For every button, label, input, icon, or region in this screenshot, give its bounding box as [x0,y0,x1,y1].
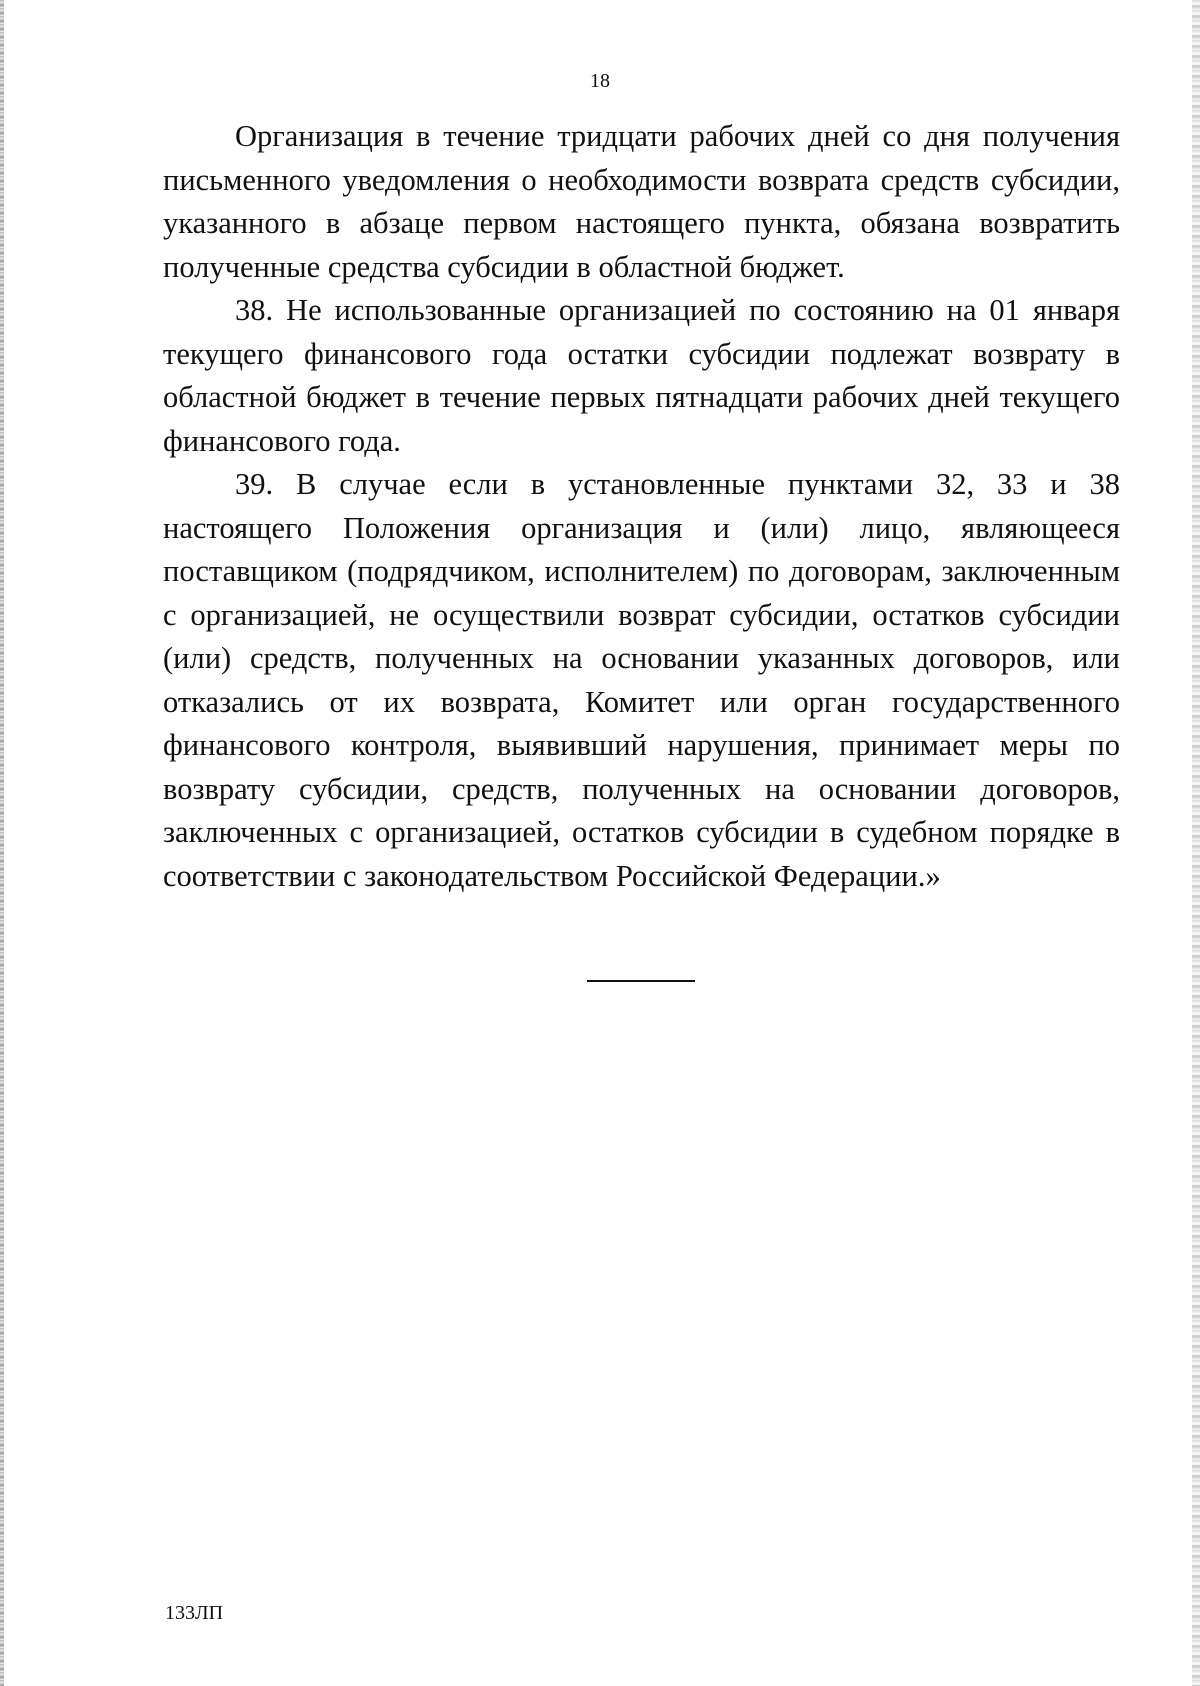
scan-edge-left [0,0,4,1686]
document-body [163,115,1120,898]
paragraph-39: 39. В случае если в установленные пунктами 32, 33 и 38 настоящего Положения организация и (или) лицо, являющееся поставщиком (подрядчиком, исполнителем) по договорам, заключенным с организацией, не осуществили возврат субсидии, остатков субсидии (или) средств, полученных на основании указанных договоров, или отказались от их возврата, Комитет или орган государственного финансового контроля, выявивший нарушения, принимает меры по возврату субсидии, средств, полученных на основании договоров, заключенных с организацией, остатков субсидии в судебном порядке в соответствии с законодательством Российской Федерации.» [163,467,1120,893]
scan-edge-right [1192,0,1200,1686]
paragraph-38: 38. Не использованные организацией по состоянию на 01 января текущего финансового года остатки субсидии подлежат возврату в областной бюджет в течение первых пятнадцати рабочих дней текущего финансового года. [163,293,1120,458]
document-code: 133ЛП [165,1602,224,1624]
page-number: 18 [590,70,610,92]
end-separator-line [587,980,695,982]
paragraph-return-obligation: Организация в течение тридцати рабочих дней со дня получения письменного уведомления о необходимости возврата средств субсидии, указанного в абзаце первом настоящего пункта, обязана возвратить полученные средства субсидии в областной бюджет. [163,119,1120,284]
